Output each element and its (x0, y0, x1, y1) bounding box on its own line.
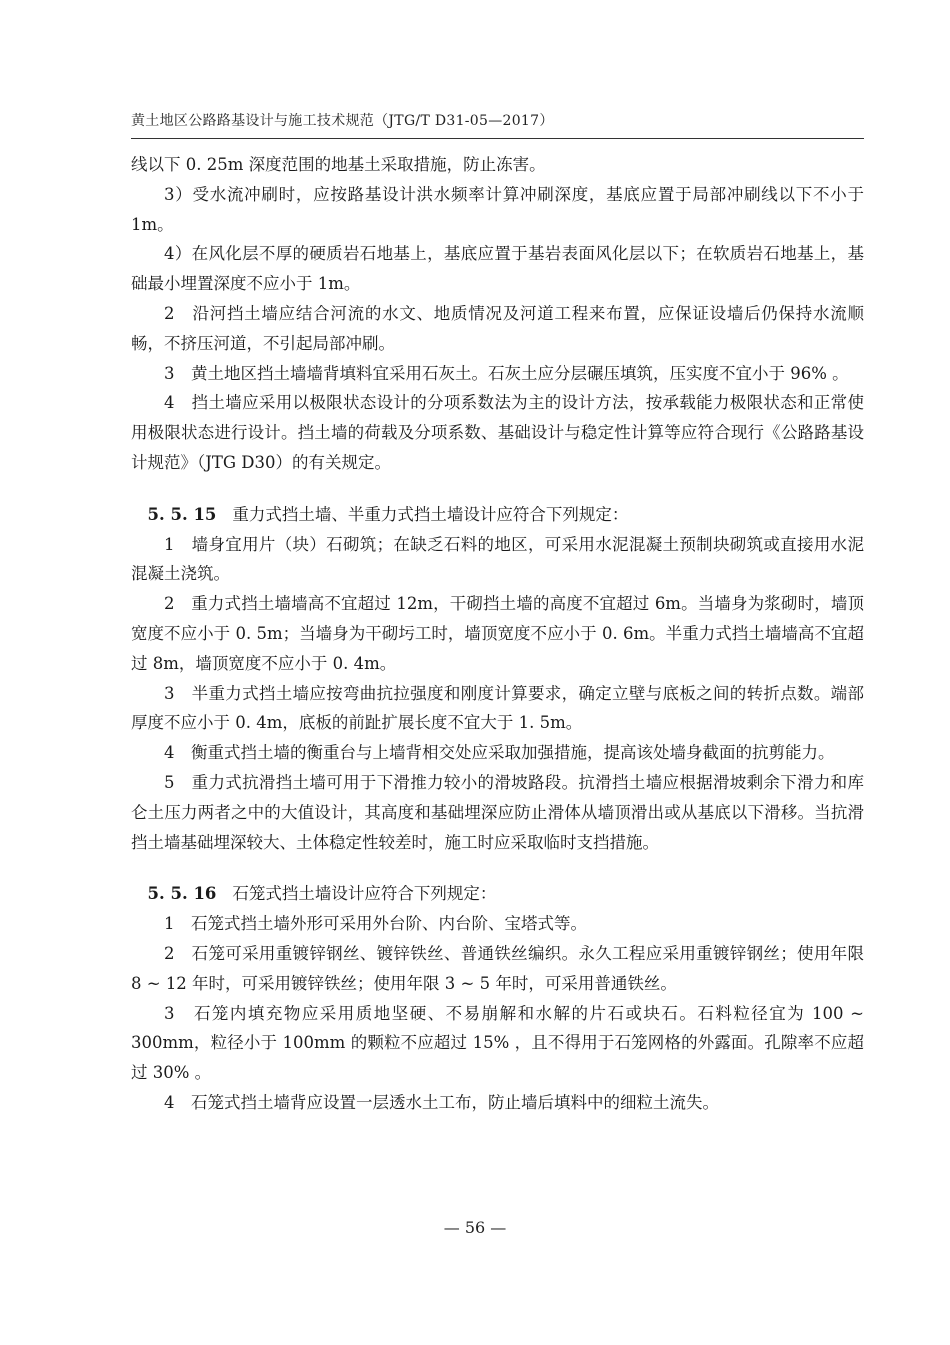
paragraph: 线以下 0. 25m 深度范围的地基土采取措施，防止冻害。 (131, 155, 546, 174)
paragraph: 3 黄土地区挡土墙墙背填料宜采用石灰土。石灰土应分层碾压填筑，压实度不宜小于 96% 。 (164, 363, 849, 383)
section-heading-5-5-16 (131, 879, 864, 909)
paragraph: 2 沿河挡土墙应结合河流的水文、地质情况及河道工程来布置，应保证设墙后仍保持水流顺畅，不挤压河道，不引起局部冲刷。 (131, 303, 864, 353)
paragraph: 4）在风化层不厚的硬质岩石地基上，基底应置于基岩表面风化层以下；在软质岩石地基上，基础最小埋置深度不应小于 1m。 (131, 244, 864, 294)
page-number: — 56 — (443, 1218, 507, 1237)
clause-item: 1 墙身宜用片（块）石砌筑；在缺乏石料的地区，可采用水泥混凝土预制块砌筑或直接用水泥混凝土浇筑。 (131, 534, 864, 584)
clause-item: 2 重力式挡土墙墙高不宜超过 12m，干砌挡土墙的高度不宜超过 6m。当墙身为浆砌时，墙顶宽度不应小于 0. 5m；当墙身为干砌圬工时，墙顶宽度不应小于 0. 6m。半重力式挡土墙墙高不宜超过 8m，墙顶宽度不应小于 0. 4m。 (131, 594, 864, 673)
section-spacer (131, 857, 864, 879)
clause-item: 5 重力式抗滑挡土墙可用于下滑推力较小的滑坡路段。抗滑挡土墙应根据滑坡剩余下滑力和库仑土压力两者之中的大值设计，其高度和基础埋深应防止滑体从墙顶滑出或从基底以下滑移。当抗滑挡土墙基础埋深较大、土体稳定性较差时，施工时应采取临时支挡措施。 (131, 772, 864, 852)
paragraph: 3）受水流冲刷时，应按路基设计洪水频率计算冲刷深度，基底应置于局部冲刷线以下不小于 1m。 (131, 184, 864, 234)
section-number: 5. 5. 15 (147, 504, 217, 524)
section-title: 重力式挡土墙、半重力式挡土墙设计应符合下列规定： (232, 504, 629, 524)
section-spacer (131, 478, 864, 500)
body-text (131, 150, 864, 1118)
header-rule (131, 138, 864, 139)
clause-item: 2 石笼可采用重镀锌钢丝、镀锌铁丝、普通铁丝编织。永久工程应采用重镀锌钢丝；使用年限 8 ~ 12 年时，可采用镀锌铁丝；使用年限 3 ~ 5 年时，可采用普通铁丝。 (131, 943, 864, 993)
section-heading-5-5-15 (131, 500, 864, 530)
section-title: 石笼式挡土墙设计应符合下列规定： (232, 884, 497, 904)
clause-item: 4 石笼式挡土墙背应设置一层透水土工布，防止墙后填料中的细粒土流失。 (164, 1092, 719, 1112)
section-number: 5. 5. 16 (147, 884, 217, 904)
paragraph: 4 挡土墙应采用以极限状态设计的分项系数法为主的设计方法，按承载能力极限状态和正常使用极限状态进行设计。挡土墙的荷载及分项系数、基础设计与稳定性计算等应符合现行《公路路基设计规范》（JTG D30）的有关规定。 (131, 393, 864, 472)
clause-item: 4 衡重式挡土墙的衡重台与上墙背相交处应采取加强措施，提高该处墙身截面的抗剪能力。 (164, 743, 835, 763)
clause-item: 3 石笼内填充物应采用质地坚硬、不易崩解和水解的片石或块石。石料粒径宜为 100 ~ 300mm，粒径小于 100mm 的颗粒不应超过 15% ，且不得用于石笼网格的外露面。孔隙率不应超过 30% 。 (131, 1003, 864, 1083)
clause-item: 3 半重力式挡土墙应按弯曲抗拉强度和刚度计算要求，确定立壁与底板之间的转折点数。端部厚度不应小于 0. 4m，底板的前趾扩展长度不宜大于 1. 5m。 (131, 683, 864, 733)
clause-item: 1 石笼式挡土墙外形可采用外台阶、内台阶、宝塔式等。 (164, 914, 587, 934)
running-header: 黄土地区公路路基设计与施工技术规范（JTG/T D31-05—2017） (131, 113, 554, 129)
